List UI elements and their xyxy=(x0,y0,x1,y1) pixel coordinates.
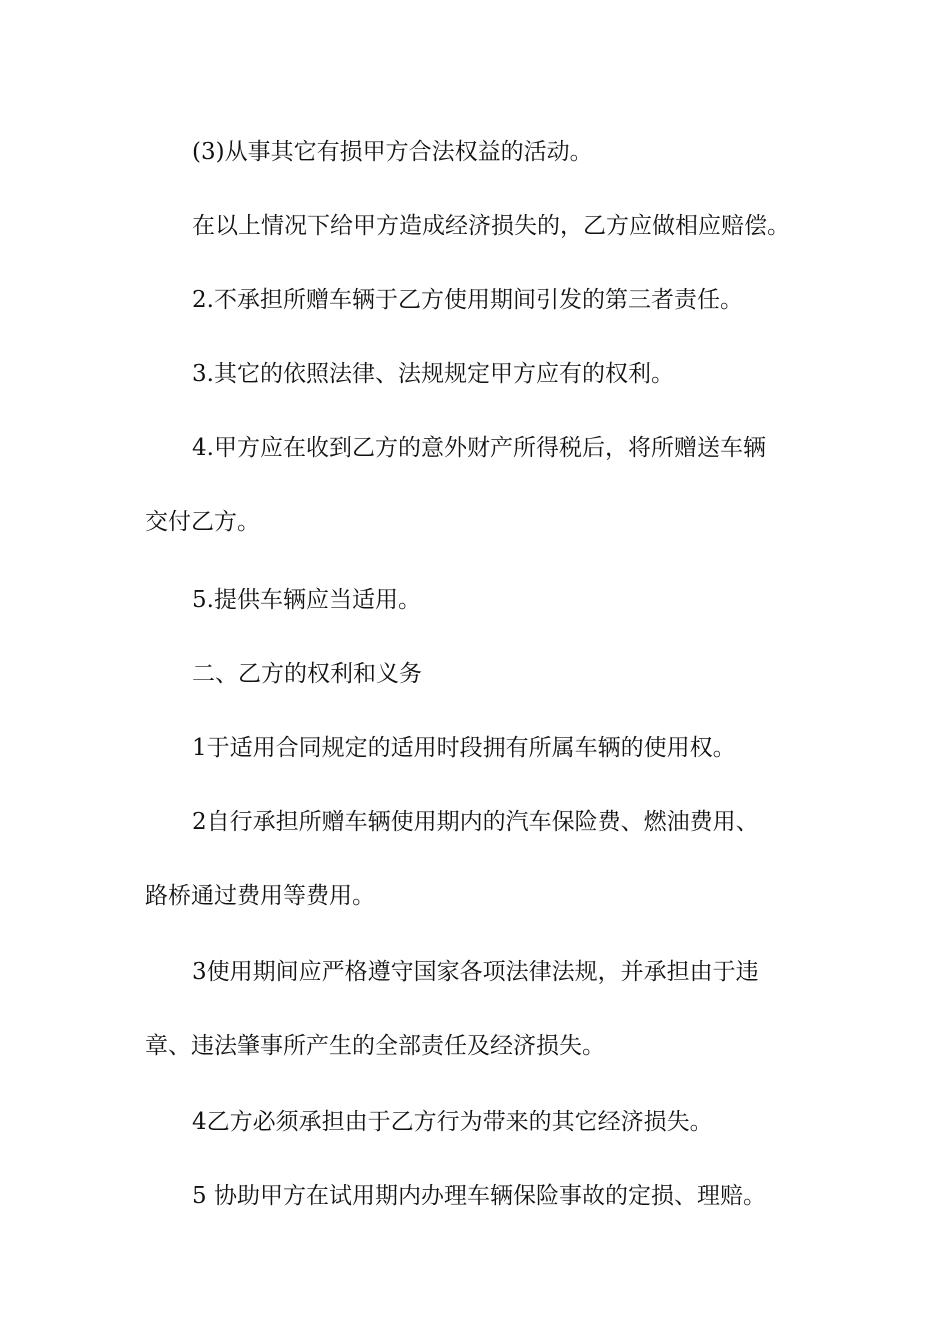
paragraph-line: 5.提供车辆应当适用。 xyxy=(192,587,421,613)
paragraph-duty-3 xyxy=(145,935,810,1083)
section-heading xyxy=(145,637,810,711)
paragraph-line: 2.不承担所赠车辆于乙方使用期间引发的第三者责任。 xyxy=(192,287,743,313)
paragraph-duty-5 xyxy=(145,1159,810,1233)
paragraph-line: 2自行承担所赠车辆使用期内的汽车保险费、燃油费用、 xyxy=(192,809,759,835)
paragraph-line: 1于适用合同规定的适用时段拥有所属车辆的使用权。 xyxy=(192,735,736,761)
paragraph-line: 3.其它的依照法律、法规规定甲方应有的权利。 xyxy=(192,361,674,387)
paragraph-item-5 xyxy=(145,563,810,637)
paragraph-clause-3 xyxy=(145,115,810,189)
paragraph-line: 在以上情况下给甲方造成经济损失的，乙方应做相应赔偿。 xyxy=(192,213,790,239)
paragraph-item-3 xyxy=(145,337,810,411)
paragraph-line: 3使用期间应严格遵守国家各项法律法规，并承担由于违 xyxy=(192,959,759,985)
paragraph-duty-4 xyxy=(145,1085,810,1159)
paragraph-line: 4乙方必须承担由于乙方行为带来的其它经济损失。 xyxy=(192,1109,713,1135)
heading-line: 二、乙方的权利和义务 xyxy=(192,661,422,687)
paragraph-line: 5 协助甲方在试用期内办理车辆保险事故的定损、理赔。 xyxy=(192,1183,766,1209)
paragraph-line-continued: 交付乙方。 xyxy=(145,509,260,535)
paragraph-line-continued: 章、违法肇事所产生的全部责任及经济损失。 xyxy=(145,1033,605,1059)
paragraph-line: (3)从事其它有损甲方合法权益的活动。 xyxy=(192,139,593,165)
paragraph-compensation xyxy=(145,189,810,263)
paragraph-line: 4.甲方应在收到乙方的意外财产所得税后，将所赠送车辆 xyxy=(192,435,766,461)
paragraph-item-4 xyxy=(145,411,810,559)
paragraph-item-2 xyxy=(145,263,810,337)
paragraph-duty-1 xyxy=(145,711,810,785)
paragraph-line-continued: 路桥通过费用等费用。 xyxy=(145,883,375,909)
paragraph-duty-2 xyxy=(145,785,810,933)
